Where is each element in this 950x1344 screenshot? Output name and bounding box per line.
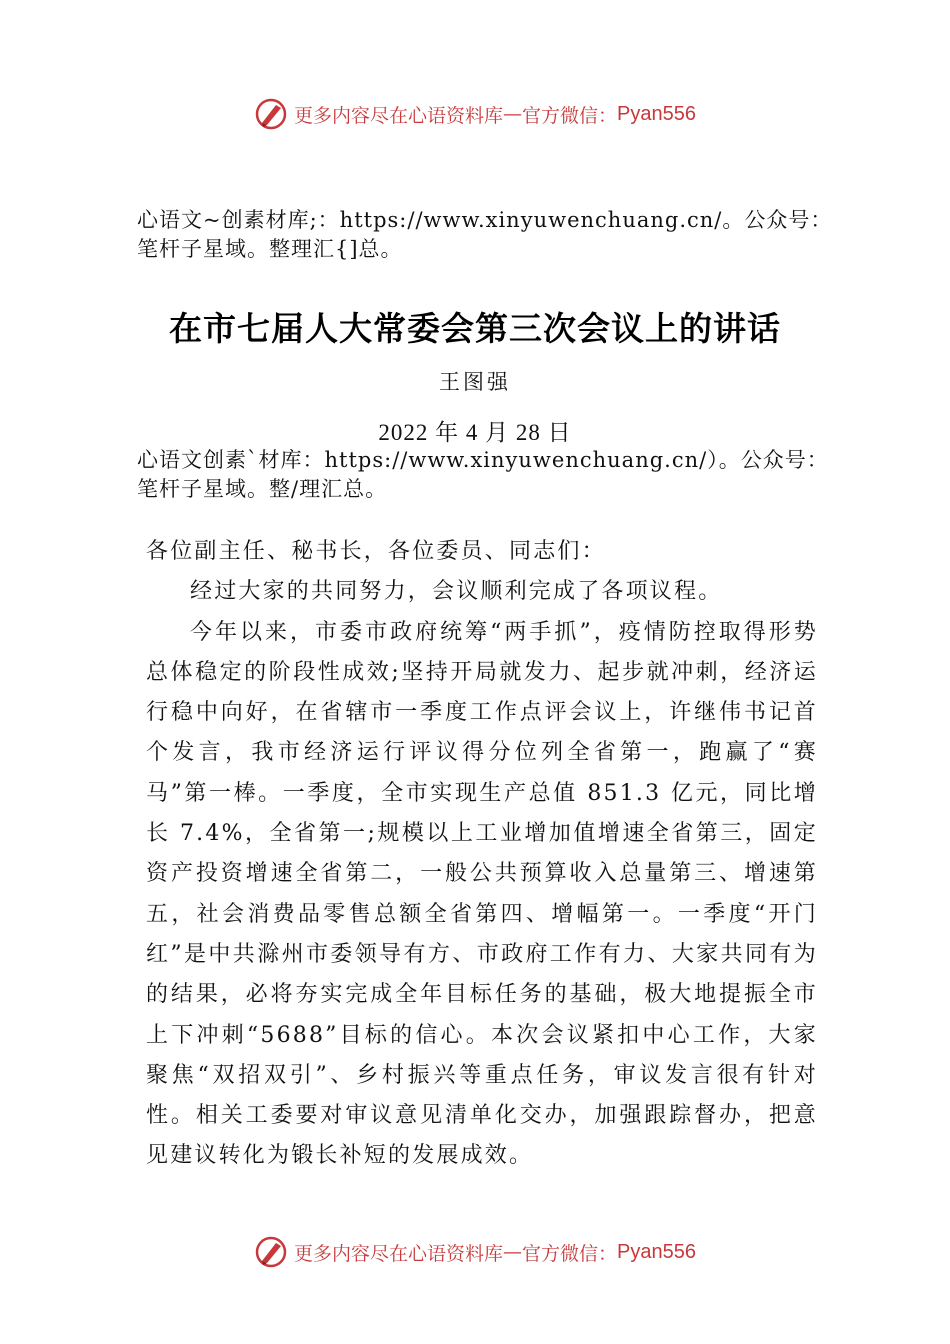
banner-wechat-id: Pyan556 [617, 1240, 696, 1263]
salutation: 各位副主任、秘书长，各位委员、同志们： [146, 539, 606, 564]
paragraph-1: 经过大家的共同努力，会议顺利完成了各项议程。 [190, 579, 723, 605]
header-banner [0, 94, 950, 134]
pen-logo-icon [254, 1235, 288, 1269]
document-date: 2022 年 4 月 28 日 [378, 420, 572, 445]
document-body [146, 532, 818, 1177]
pen-logo-icon [254, 97, 288, 131]
paragraph-2: 今年以来，市委市政府统筹“两手抓”，疫情防控取得形势总体稳定的阶段性成效;坚持开局就发力、起步就冲刺，经济运行稳中向好，在省辖市一季度工作点评会议上，许继伟书记首个发言，我市经济运行评议得分位列全省第一，跑赢了“赛马”第一棒。一季度，全市实现生产总值 851.3 亿元，同比增长 7.4%，全省第一;规模以上工业增加值增速全省第三，固定资产投资增速全省第二，一般公共预算收入总量第三、增速第五，社会消费品零售总额全省第四、增幅第一。一季度“开门红”是中共滁州市委领导有方、市政府工作有力、大家共同有为的结果，必将夯实完成全年目标任务的基础，极大地提振全市上下冲刺“5688”目标的信心。本次会议紧扣中心工作，大家聚焦“双招双引”、乡村振兴等重点任务，审议发言很有针对性。相关工委要对审议意见清单化交办，加强跟踪督办，把意见建议转化为锻长补短的发展成效。 [146, 619, 818, 1169]
banner-dash: — [503, 103, 523, 125]
banner-site-text: 更多内容尽在心语资料库 [294, 104, 504, 127]
banner-wechat-label: 官方微信： [522, 1242, 618, 1265]
banner-wechat-id: Pyan556 [617, 102, 696, 125]
banner-site-text: 更多内容尽在心语资料库 [294, 1242, 504, 1265]
document-author: 王图强 [439, 370, 511, 394]
source-note-top: 心语文~创素材库;：https://www.xinyuwenchuang.cn/。公众号：笔杆子星域。整理汇{]总。 [137, 208, 833, 261]
banner-wechat-label: 官方微信： [522, 104, 618, 127]
document-title: 在市七届人大常委会第三次会议上的讲话 [169, 309, 781, 348]
banner-dash: — [503, 1241, 523, 1263]
source-note-middle: 心语文创素`材库：https://www.xinyuwenchuang.cn/）。公众号：笔杆子星域。整/理汇总。 [137, 448, 829, 501]
footer-banner [0, 1232, 950, 1272]
